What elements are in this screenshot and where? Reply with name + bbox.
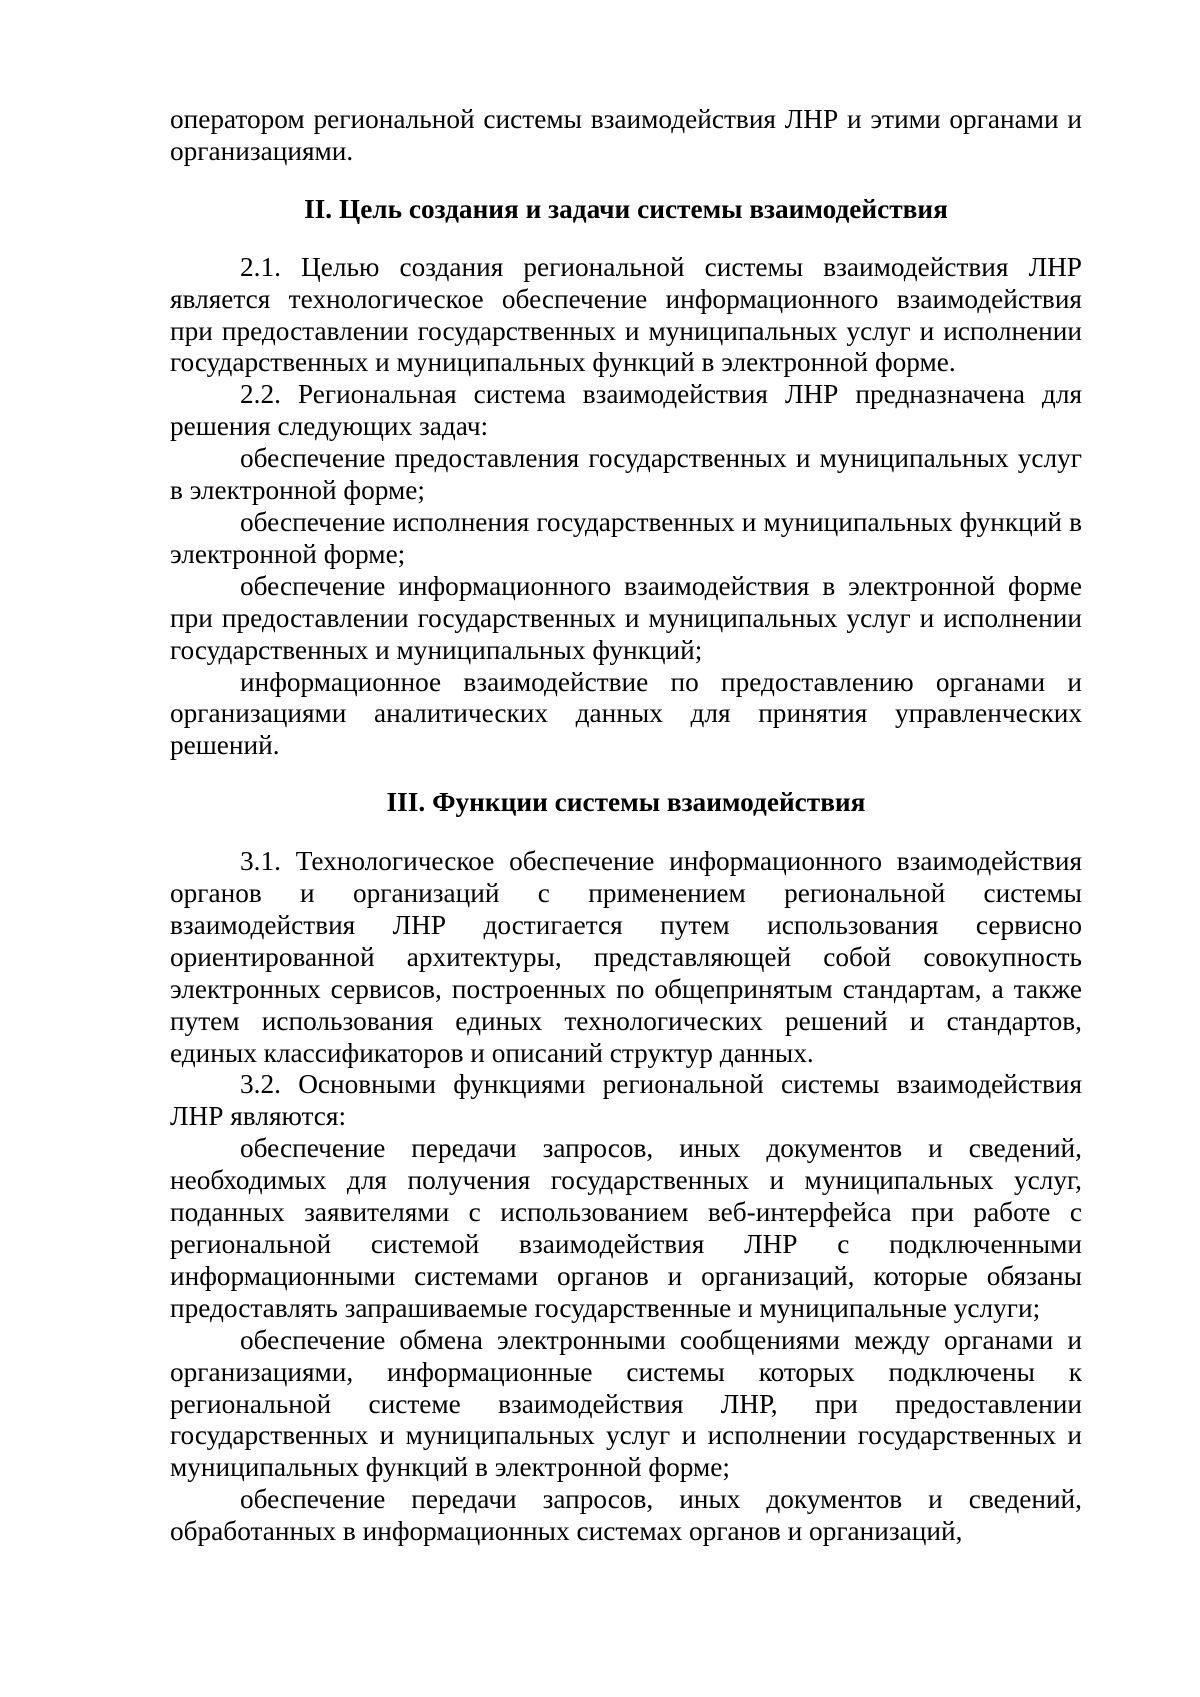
paragraph-2-1: 2.1. Целью создания региональной системы взаимодействия ЛНР является технологическое обеспечение информационного взаимодействия при предоставлении государственных и муниципальных услуг и исполнении государственных и муниципальных функций в электронной форме. [170, 251, 1082, 378]
paragraph-2-2: 2.2. Региональная система взаимодействия ЛНР предназначена для решения следующих задач: [170, 379, 1082, 442]
intro-paragraph: оператором региональной системы взаимодействия ЛНР и этими органами и организациями. [170, 104, 1082, 166]
function-item: обеспечение обмена электронными сообщениями между органами и организациями, информационные системы которых подключены к региональной системе взаимодействия ЛНР, при предоставлении государственных и муниципальных услуг и исполнении государственных и муниципальных функций в электронной форме; [170, 1324, 1082, 1483]
task-item: информационное взаимодействие по предоставлению органами и организациями аналитических данных для принятия управленческих решений. [170, 666, 1082, 761]
section-2-heading: II. Цель создания и задачи системы взаимодействия [304, 193, 948, 224]
task-item: обеспечение предоставления государственных и муниципальных услуг в электронной форме; [170, 443, 1082, 506]
section-3-heading: III. Функции системы взаимодействия [386, 787, 866, 818]
function-item: обеспечение передачи запросов, иных документов и сведений, обработанных в информационных системах органов и организаций, [170, 1484, 1082, 1547]
task-item: обеспечение исполнения государственных и муниципальных функций в электронной форме; [170, 506, 1082, 569]
task-item: обеспечение информационного взаимодействия в электронной форме при предоставлении государственных и муниципальных услуг и исполнении государственных и муниципальных функций; [170, 570, 1082, 665]
function-item: обеспечение передачи запросов, иных документов и сведений, необходимых для получения государственных и муниципальных услуг, поданных заявителями с использованием веб-интерфейса при работе с региональной системой взаимодействия ЛНР с подключенными информационными системами органов и организаций, которые обязаны предоставлять запрашиваемые государственные и муниципальные услуги; [170, 1133, 1082, 1323]
paragraph-3-1: 3.1. Технологическое обеспечение информационного взаимодействия органов и организаций с применением региональной системы взаимодействия ЛНР достигается путем использования сервисно ориентированной архитектуры, представляющей собой совокупность электронных сервисов, построенных по общепринятым стандартам, а также путем использования единых технологических решений и стандартов, единых классификаторов и описаний структур данных. [170, 846, 1082, 1068]
document-page [170, 104, 1082, 1548]
paragraph-3-2: 3.2. Основными функциями региональной системы взаимодействия ЛНР являются: [170, 1069, 1082, 1132]
